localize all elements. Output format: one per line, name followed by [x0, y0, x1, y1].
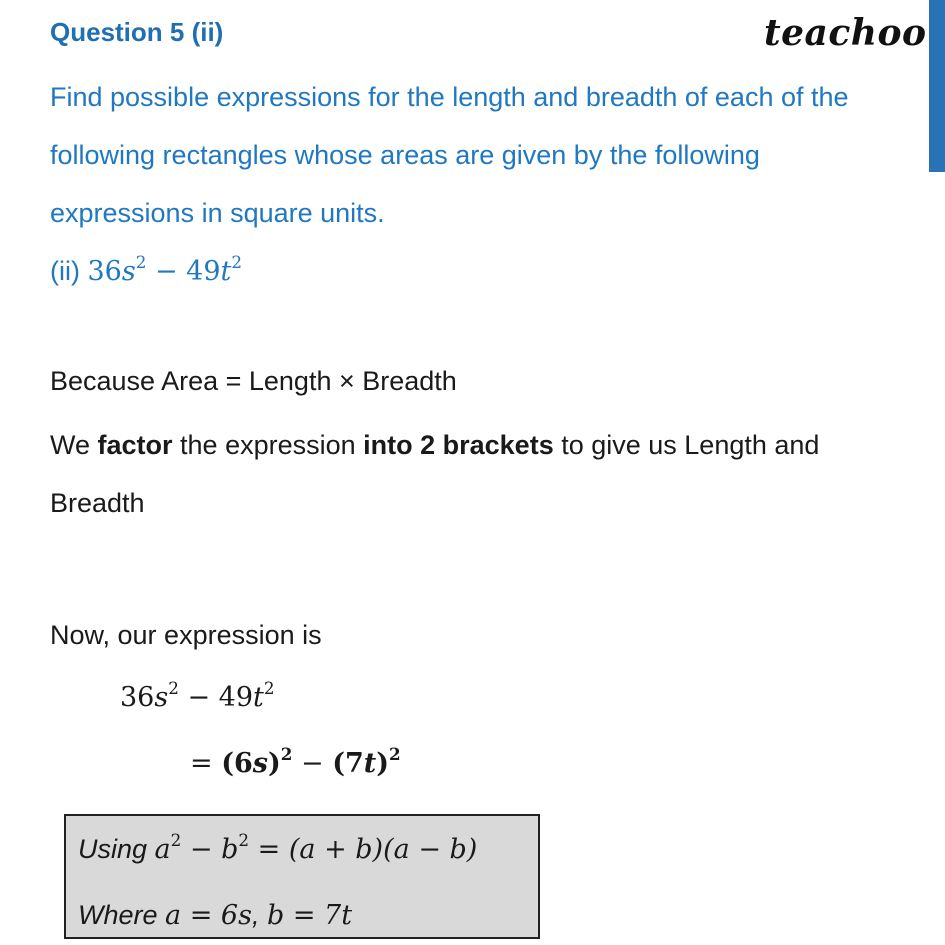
identity-formula: $a^2 - b^2 = (a + b)(a - b)$: [154, 829, 478, 865]
question-title: Question 5 (ii): [50, 17, 224, 47]
question-line-1: Find possible expressions for the length and breadth of each of the: [50, 82, 849, 112]
scrollbar-thumb[interactable]: [929, 0, 945, 172]
area-formula-line: Because Area = Length × Breadth: [50, 366, 457, 396]
teachoo-logo: teachoo: [764, 12, 927, 54]
question-line-2: following rectangles whose areas are given by the following: [50, 140, 760, 170]
step-1-expression: $36s^2 - 49t^2$: [120, 677, 275, 713]
question-expression: $36s^2 - 49t^2$: [87, 251, 243, 287]
question-line-3: expressions in square units.: [50, 198, 385, 228]
question-part: [50, 251, 243, 287]
now-expression-line: Now, our expression is: [50, 620, 322, 650]
factor-instruction-line-2: Breadth: [50, 488, 145, 518]
identity-formula-line: Using $a^2 - b^2 = (a + b)(a - b)$: [78, 829, 478, 865]
identity-box: [64, 814, 540, 939]
factor-instruction-line: We factor the expression into 2 brackets to give us Length and: [50, 430, 820, 460]
step-2-expression: = $(6s)^2 - (7t)^2$: [190, 743, 401, 779]
identity-where-line: Where a = 6s, b = 7t: [78, 900, 353, 931]
part-label: (ii): [50, 256, 80, 286]
